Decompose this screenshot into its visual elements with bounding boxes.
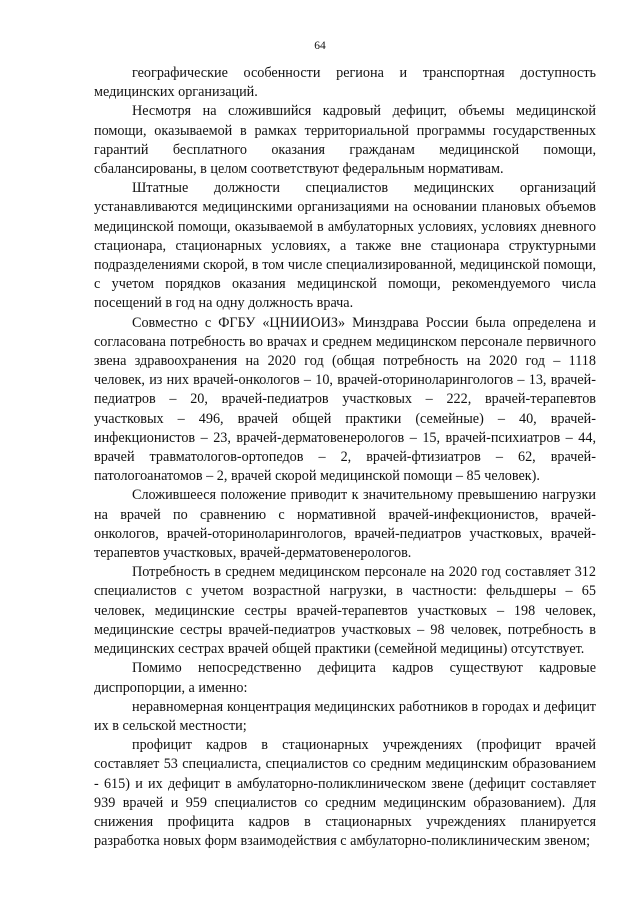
paragraph-staff-positions: Штатные должности специалистов медицинских организаций устанавливаются медицинскими организациями на основании плановых объемов медицинской помощи, оказываемой в амбулаторных условиях, условиях дневного стационара, стационарных условиях, а также вне стационара структурными подразделениями скорой, в том числе специализированной, медицинской помощи, с учетом порядков оказания медицинской помощи, рекомендуемого числа посещений в год на одну должность врача. — [94, 180, 596, 312]
paragraph-staff-needs-2020: Совместно с ФГБУ «ЦНИИОИЗ» Минздрава России была определена и согласована потребность во врачах и среднем медицинском персонале первичного звена здравоохранения на 2020 год (общая потребность на 2020 год – 1118 человек, из них врачей-онкологов – 10, врачей-оториноларингологов – 13, врачей-педиатров – 20, врачей-педиатров участковых – 222, врачей-терапевтов участковых – 496, врачей общей практики (семейные) – 40, врачей-инфекционистов – 23, врачей-дерматовенерологов – 15, врачей-психиатров – 44, врачей травматологов-ортопедов – 2, врачей-фтизиатров – 62, врачей-патологоанатомов – 2, врачей скорой медицинской помощи – 85 человек). — [94, 314, 596, 485]
paragraph-hospital-surplus: профицит кадров в стационарных учреждениях (профицит врачей составляет 53 специалиста, специалистов со средним медицинским образованием - 615) и их дефицит в амбулаторно-поликлиническом звене (дефицит составляет 939 врачей и 959 специалистов со средним медицинским образованием). Для снижения профицита кадров в стационарных учреждениях планируется разработка новых форм взаимодействия с амбулаторно-поликлиническим звеном; — [94, 737, 596, 850]
paragraph-disproportions-intro: Помимо непосредственно дефицита кадров существуют кадровые диспропорции, а именно: — [94, 660, 596, 696]
paragraph-rural-deficit: неравномерная концентрация медицинских работников в городах и дефицит их в сельской местности; — [94, 698, 596, 734]
document-body — [94, 64, 596, 851]
paragraph-nursing-needs: Потребность в среднем медицинском персонале на 2020 год составляет 312 специалистов с учетом возрастной нагрузки, в частности: фельдшеры – 65 человек, медицинские сестры врачей-терапевтов участковых – 198 человек, медицинские сестры врачей-педиатров участковых – 98 человек, потребность в медицинских сестрах врачей общей практики (семейной медицины) отсутствует. — [94, 564, 596, 658]
paragraph-transport-access: географические особенности региона и транспортная доступность медицинских организаций. — [94, 65, 596, 101]
paragraph-workload: Сложившееся положение приводит к значительному превышению нагрузки на врачей по сравнению с нормативной врачей-инфекционистов, врачей-онкологов, врачей-оториноларингологов, врачей-педиатров участковых, врачей-терапевтов участковых, врачей-дерматовенерологов. — [94, 487, 596, 562]
paragraph-care-volumes: Несмотря на сложившийся кадровый дефицит, объемы медицинской помощи, оказываемой в рамках территориальной программы государственных гарантий бесплатного оказания гражданам медицинской помощи, сбалансированы, в целом соответствуют федеральным нормативам. — [94, 103, 596, 178]
page-number: 64 — [314, 40, 326, 52]
